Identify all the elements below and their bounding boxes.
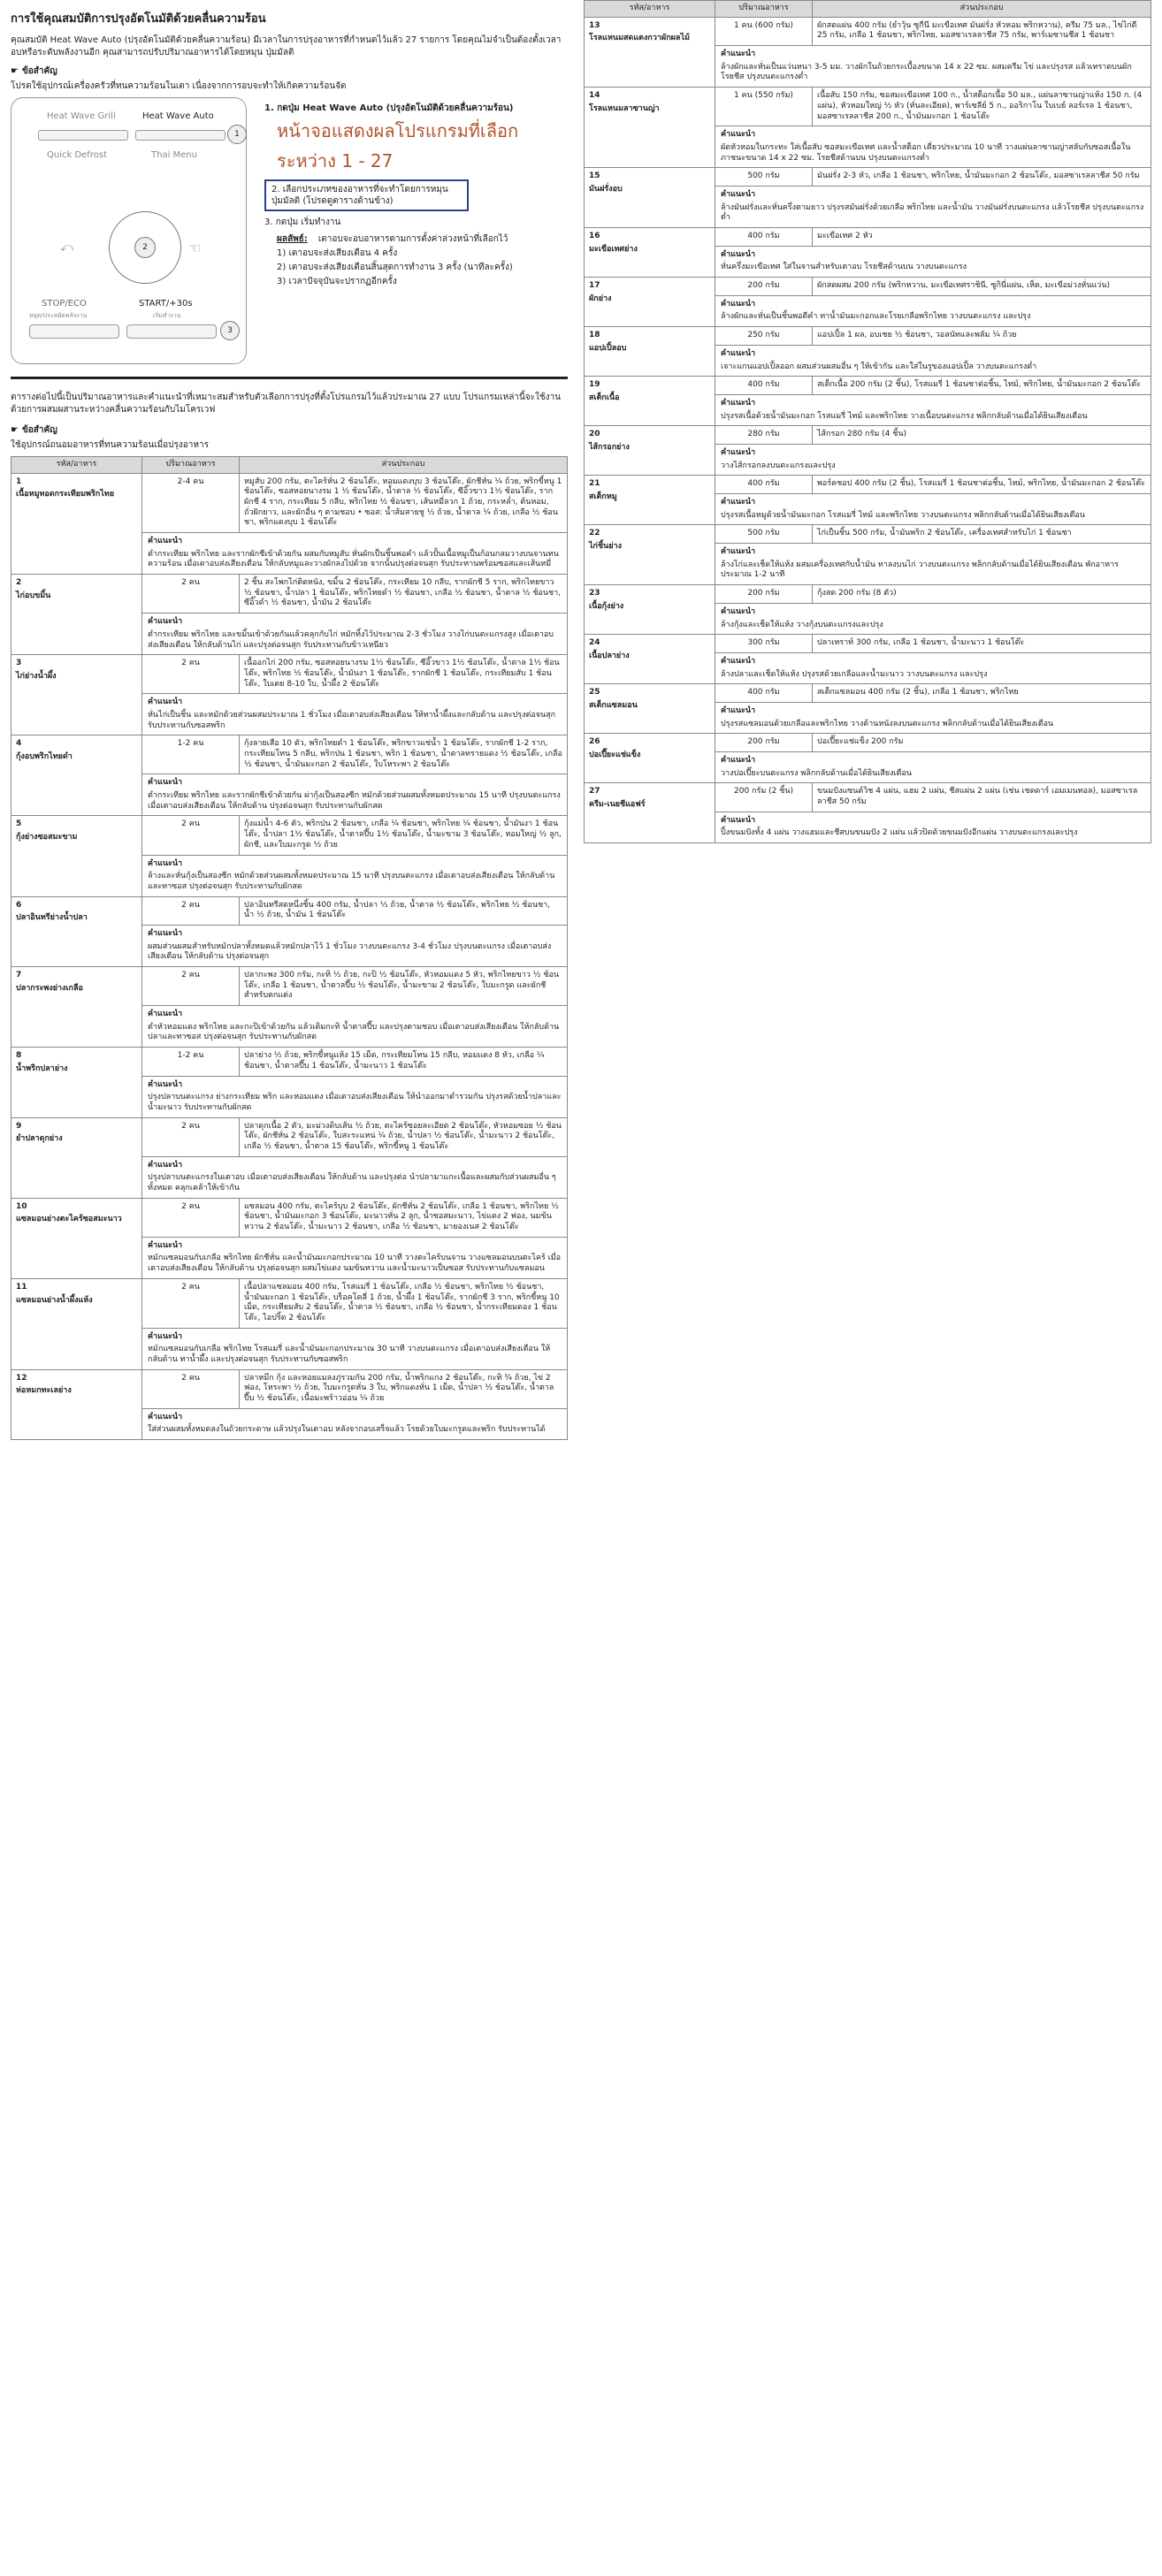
item-code: 21: [589, 479, 600, 489]
item-amount: 2-4 คน: [142, 473, 240, 532]
item-name: ยำปลาดุกย่าง: [16, 1134, 63, 1144]
item-note-label: คำแนะนำ: [721, 249, 756, 259]
item-code: 13: [589, 20, 600, 30]
item-code: 20: [589, 430, 600, 439]
step-marker-2: 2: [134, 237, 156, 258]
table-row: [11, 816, 568, 855]
item-note-cell: [142, 614, 568, 655]
step-3: 3. กดปุ่ม เริ่มทำงาน: [264, 217, 341, 227]
item-code: 22: [589, 529, 600, 538]
heat-wave-auto-button[interactable]: [135, 130, 226, 141]
item-ingredients: ปลาหมึก กุ้ง และหอยแมลงภู่รวมกัน 200 กรัม, น้ำพริกแกง 2 ช้อนโต๊ะ, กะทิ ¾ ถ้วย, ไข่ 2 ฟอง, โหระพา ½ ถ้วย, ใบมะกรูดหั่น 3 ใบ, พริกแดงหั่น 1 เม็ด, น้ำปลา ½ ช้อนโต๊ะ, น้ำตาลปี๊บ ½ ช้อนโต๊ะ, เนื้อมะพร้าวอ่อน ¼ ถ้วย: [240, 1369, 568, 1408]
item-code: 25: [589, 688, 600, 697]
item-note-cell: [142, 533, 568, 575]
item-note-cell: [142, 1237, 568, 1278]
item-code: 9: [16, 1121, 22, 1131]
table-row: [11, 967, 568, 1006]
item-name: ปลาอินทรีย่างน้ำปลา: [16, 913, 88, 923]
item-code: 15: [589, 171, 600, 181]
item-code: 1: [16, 476, 22, 486]
item-code-cell: [585, 327, 715, 377]
item-code: 2: [16, 578, 22, 588]
item-note-cell: [142, 1408, 568, 1439]
item-amount: 200 กรัม: [715, 734, 813, 752]
hand-turn-icon: ☜: [188, 239, 202, 256]
item-note: หมักแซลมอนกับเกลือ พริกไทย โรสแมรี่ และน้ำมันมะกอกประมาณ 30 นาที วางบนตะแกรง เมื่อเตาอบส่งเสียงเตือน ให้กลับด้าน ทาน้ำผึ้ง และปรุงต่อจนสุก รับประทานกับซอสพริก: [148, 1345, 551, 1364]
item-note-label: คำแนะนำ: [148, 1331, 183, 1341]
item-note: ล้างและหั่นกุ้งเป็นสองซีก หมักด้วยส่วนผสมทั้งหมดประมาณ 15 นาที ปรุงบนตะแกรง เมื่อเตาอบส่งเสียงเตือน ให้กลับด้านและทาซอส ปรุงต่อจนสุก รับประทานกับผักสด: [148, 872, 555, 891]
item-amount: 2 คน: [142, 1278, 240, 1328]
item-code-cell: [585, 228, 715, 278]
item-note-label: คำแนะนำ: [721, 130, 756, 140]
item-note: ใส่ส่วนผสมทั้งหมดลงในถ้วยกระดาษ แล้วปรุงในเตาอบ หลังจากอบเสร็จแล้ว โรยด้วยใบมะกรูดและพริก รับประทานได้: [148, 1425, 546, 1435]
item-note-label: คำแนะนำ: [721, 547, 756, 557]
note2-heading: ☛ ข้อสำคัญ: [11, 424, 57, 435]
table-row: [585, 734, 1151, 752]
heat-wave-grill-label: Heat Wave Grill: [47, 111, 116, 121]
item-name: น้ำพริกปลาย่าง: [16, 1063, 68, 1073]
item-note-cell: [715, 246, 1151, 277]
intro-text: คุณสมบัติ Heat Wave Auto (ปรุงอัตโนมัติด้วยคลื่นความร้อน) มีเวลาในการปรุงอาหารที่กำหนดไว้แล้ว 27 รายการ โดยคุณไม่จำเป็นต้องตั้งเวลาอบหรือระดับพลังงานอีก คุณสามารถปรับปริมาณอาหารได้โดยหมุน ปุ่มมัลติ: [11, 34, 562, 58]
item-note-cell: [715, 444, 1151, 475]
table-row: [11, 473, 568, 532]
item-amount: 1 คน (600 กรัม): [715, 17, 813, 45]
item-ingredients: ผักสดผสม 200 กรัม (พริกหวาน, มะเขือเทศราชินี, ซูกินี่แผ่น, เห็ด, มะเขือม่วงหั่นแว่น): [813, 278, 1151, 296]
item-code: 5: [16, 819, 22, 829]
item-code-cell: [11, 735, 142, 816]
item-name: กุ้งอบพริกไทยดำ: [16, 752, 73, 762]
stop-eco-button[interactable]: [29, 324, 119, 339]
pointing-hand-icon: ☛: [11, 65, 19, 76]
item-note-label: คำแนะนำ: [721, 498, 756, 507]
item-amount: 1-2 คน: [142, 1048, 240, 1076]
item-amount: 2 คน: [142, 575, 240, 614]
item-note: ผสมส่วนผสมสำหรับหมักปลาทั้งหมดแล้วหมักปลาไว้ 1 ชั่วโมง วางบนตะแกรง 3-4 ชั่วโมง ปรุงบนตะแกรง เมื่อเตาอบส่งเสียงเตือน ให้กลับด้าน ปรุงต่อจนสุก: [148, 941, 552, 962]
item-ingredients: กุ้งสด 200 กรัม (8 ตัว): [813, 585, 1151, 604]
item-code: 12: [16, 1373, 27, 1383]
item-amount: 500 กรัม: [715, 168, 813, 187]
table-row: [11, 735, 568, 774]
item-amount: 500 กรัม: [715, 525, 813, 544]
item-name: สเต็กเนื้อ: [589, 392, 620, 402]
table-row: [585, 635, 1151, 653]
item-note-label: คำแนะนำ: [148, 928, 183, 938]
item-ingredients: มันฝรั่ง 2-3 หัว, เกลือ 1 ช้อนชา, พริกไทย, น้ำมันมะกอก 2 ช้อนโต๊ะ, มอสซาเรลลาชีส 50 กรัม: [813, 168, 1151, 187]
pointing-hand-icon: ☛: [11, 424, 19, 435]
cooking-guide-table-left: [11, 456, 568, 1440]
result-label: ผลลัพธ์:: [277, 233, 308, 244]
item-note-cell: [715, 295, 1151, 326]
item-note-cell: [142, 855, 568, 896]
item-code: 10: [16, 1201, 27, 1211]
item-ingredients: สเต็กเนื้อ 200 กรัม (2 ชิ้น), โรสแมรี่ 1 ช้อนชาต่อชิ้น, ไทม์, พริกไทย, น้ำมันมะกอก 2 ช้อนโต๊ะ: [813, 377, 1151, 395]
item-name: ผักย่าง: [589, 293, 612, 303]
item-note: ล้างผักและหั่นเป็นชิ้นพอดีคำ ทาน้ำมันมะกอกและโรยเกลือพริกไทย วางบนตะแกรง และปรุง: [721, 312, 1031, 322]
item-code-cell: [11, 967, 142, 1048]
item-amount: 2 คน: [142, 967, 240, 1006]
item-note-cell: [715, 812, 1151, 842]
table-row: [11, 1048, 568, 1076]
table-row: [585, 426, 1151, 445]
item-code-cell: [585, 168, 715, 228]
item-note-cell: [715, 186, 1151, 227]
item-ingredients: ปลาอินทรีสดหนึ่งชิ้น 400 กรัม, น้ำปลา ½ ถ้วย, น้ำตาล ½ ช้อนโต๊ะ, พริกไทย ½ ช้อนชา, น้ำ ½ ถ้วย, น้ำมัน 1 ช้อนโต๊ะ: [240, 896, 568, 925]
item-code-cell: [585, 635, 715, 684]
item-code-cell: [11, 1278, 142, 1369]
left-column: [11, 0, 568, 1440]
header-ingredients: ส่วนประกอบ: [813, 1, 1151, 18]
item-name: ไก่ย่างน้ำผึ้ง: [16, 671, 57, 681]
display-line-1: หน้าจอแสดงผลโปรแกรมที่เลือก: [277, 119, 519, 141]
item-note-cell: [142, 1006, 568, 1048]
item-amount: 200 กรัม (2 ชิ้น): [715, 783, 813, 812]
header-amount: ปริมาณอาหาร: [142, 456, 240, 473]
item-note-label: คำแนะนำ: [721, 348, 756, 358]
item-note-label: คำแนะนำ: [721, 398, 756, 408]
item-note-cell: [142, 925, 568, 966]
item-note: ตำหัวหอมแดง พริกไทย และกะปิเข้าด้วยกัน แล้วเติมกะทิ น้ำตาลปี๊บ และปรุงตามชอบ เมื่อเตาอบส่งเสียงเตือน ให้กลับด้านปลาและทาซอส ปรุงต่อจนสุก รับประทานกับผักสด: [148, 1022, 560, 1042]
item-amount: 400 กรัม: [715, 476, 813, 494]
quick-defrost-label: Quick Defrost: [47, 149, 107, 160]
item-note-cell: [715, 494, 1151, 525]
item-ingredients: เนื้อสับ 150 กรัม, ซอสมะเขือเทศ 100 ก., น้ำสต็อกเนื้อ 50 มล., แผ่นลาซานญ่าแห้ง 150 ก. (4 แผ่น), หัวหอมใหญ่ ½ หัว (หั่นละเอียด), พาร์เซลีย์ 5 ก., ออริกาโน ใบเบย์ ลอร์เรล 1 ช้อนชา, มอสซาเรลลาชีส 200 ก., น้ำมันมะกอก 1 ช้อนโต๊ะ: [813, 88, 1151, 126]
table-row: [585, 377, 1151, 395]
item-ingredients: เนื้ออกไก่ 200 กรัม, ซอสหอยนางรม 1½ ช้อนโต๊ะ, ซีอิ๊วขาว 1½ ช้อนโต๊ะ, น้ำตาล 1½ ช้อนโต๊ะ, พริกไทย ½ ช้อนโต๊ะ, น้ำมันงา 1 ช้อนโต๊ะ, รากผักชี 1 ช้อนโต๊ะ, กระเทียมสับ 1 ช้อนโต๊ะ, ใบเตย 8-10 ใบ, น้ำผึ้ง 2 ช้อนโต๊ะ: [240, 655, 568, 694]
note-heading: ☛ ข้อสำคัญ: [11, 65, 57, 76]
item-note: เจาะแกนแอปเปิ้ลออก ผสมส่วนผสมอื่น ๆ ให้เข้ากัน และใส่ในรูของแอปเปิ้ล วางบนตะแกรงต่ำ: [721, 362, 1037, 371]
item-code: 19: [589, 380, 600, 390]
right-column: [584, 0, 1151, 843]
heat-wave-auto-label: Heat Wave Auto: [142, 111, 214, 121]
item-ingredients: แซลมอน 400 กรัม, ตะไคร้บุบ 2 ช้อนโต๊ะ, ผักชีหั่น 2 ช้อนโต๊ะ, เกลือ 1 ช้อนชา, พริกไทย ½ ช้อนชา, น้ำมันมะกอก 3 ช้อนโต๊ะ, มะนาวหั่น 2 ลูก, น้ำซอสมะนาว, ไข่แดง 2 ฟอง, นมข้นหวาน 2 ช้อนโต๊ะ, น้ำมะนาว 2 ช้อนชา, เกลือ ½ ช้อนชา, มายองเนส 2 ช้อนโต๊ะ: [240, 1198, 568, 1237]
item-amount: 280 กรัม: [715, 426, 813, 445]
item-code-cell: [585, 17, 715, 87]
table-row: [585, 585, 1151, 604]
instruction-diagram: [11, 97, 568, 371]
item-amount: 1-2 คน: [142, 735, 240, 774]
item-name: ปลากระพงย่างเกลือ: [16, 983, 83, 993]
table-row: [585, 88, 1151, 126]
item-note-cell: [715, 752, 1151, 783]
item-note-cell: [142, 1076, 568, 1117]
dial-turn-arrow-icon: ⤺: [60, 240, 73, 255]
item-note: ปรุงปลาบนตะแกรง ย่างกระเทียม พริก และหอมแดง เมื่อเตาอบส่งเสียงเตือน ให้นำออกมาตำรวมกัน ปรุงรสด้วยน้ำปลาและน้ำมะนาว รับประทานกับผักสด: [148, 1093, 562, 1112]
item-name: สเต็กแซลมอน: [589, 700, 638, 710]
item-code-cell: [11, 473, 142, 575]
item-note: วางปอเปี๊ยะบนตะแกรง พลิกกลับด้านเมื่อได้ยินเสียงเตือน: [721, 768, 912, 778]
item-code-cell: [585, 684, 715, 734]
cooking-guide-table-right: [584, 0, 1151, 843]
header-code: รหัส/อาหาร: [11, 456, 142, 473]
item-note: หั่นไก่เป็นชิ้น และหมักด้วยส่วนผสมประมาณ 1 ชั่วโมง เมื่อเตาอบส่งเสียงเตือน ให้ทาน้ำผึ้งและกลับด้าน และปรุงต่อจนสุก รับประทานกับซอสพริก: [148, 710, 556, 730]
item-note-label: คำแนะนำ: [721, 50, 756, 59]
item-code-cell: [11, 1048, 142, 1117]
item-amount: 400 กรัม: [715, 684, 813, 703]
result-3: 3) เวลาปัจจุบันจะปรากฏอีกครั้ง: [277, 276, 397, 286]
item-code-cell: [585, 377, 715, 426]
item-ingredients: ปลาย่าง ½ ถ้วย, พริกขี้หนูแห้ง 15 เม็ด, กระเทียมโทน 15 กลีบ, หอมแดง 8 หัว, เกลือ ¼ ช้อนชา, น้ำตาลปี๊บ 1 ช้อนโต๊ะ, น้ำมะนาว 1 ช้อนโต๊ะ: [240, 1048, 568, 1076]
item-amount: 300 กรัม: [715, 635, 813, 653]
item-name: โรลแหนมลาซานญ่า: [589, 103, 660, 113]
item-name: สเต็กหมู: [589, 492, 617, 501]
item-note-label: คำแนะนำ: [148, 1079, 183, 1089]
item-code: 6: [16, 900, 22, 910]
item-code: 18: [589, 331, 600, 340]
item-name: โรลแหนมสดแตงกวาผักผลไม้: [589, 34, 690, 43]
table-row: [11, 575, 568, 614]
item-code-cell: [11, 575, 142, 655]
item-note: ปรุงรสเนื้อหมูด้วยน้ำมันมะกอก โรสแมรี่ ไทม์ และพริกไทย วางบนตะแกรง พลิกกลับด้านเมื่อได้ยินเสียงเตือน: [721, 510, 1085, 520]
item-note: วางไส้กรอกลงบนตะแกรงและปรุง: [721, 461, 836, 470]
item-name: แซลมอนย่างตะไคร้ซอสมะนาว: [16, 1215, 122, 1224]
result-text: เตาอบจะอบอาหารตามการตั้งค่าล่วงหน้าที่เลือกไว้: [317, 233, 508, 244]
step-2: 2. เลือกประเภทของอาหารที่จะทำโดยการหมุน ปุ่มมัลติ (โปรดดูตารางด้านข้าง): [264, 179, 469, 211]
note-text: โปรดใช้อุปกรณ์เครื่องครัวที่ทนความร้อนในเตา เนื่องจากการอบจะทำให้เกิดความร้อนจัด: [11, 80, 347, 91]
item-note-cell: [715, 652, 1151, 683]
item-amount: 400 กรัม: [715, 228, 813, 247]
item-ingredients: เนื้อปลาแซลมอน 400 กรัม, โรสแมรี่ 1 ช้อนโต๊ะ, เกลือ ½ ช้อนชา, พริกไทย ½ ช้อนชา, น้ำมันมะกอก 1 ช้อนโต๊ะ, บร็อคโคลี่ 1 ถ้วย, น้ำผึ้ง 1 ช้อนโต๊ะ, รากผักชี 3 ราก, พริกขี้หนู 10 เม็ด, กระเทียมสับ 2 ช้อนโต๊ะ, น้ำตาล ½ ช้อนชา, เกลือ ½ ช้อนชา, น้ำกระเทียมดอง 1 ช้อนโต๊ะ, ไอปริ้ด 2 ช้อนโต๊ะ: [240, 1278, 568, 1328]
item-note-label: คำแนะนำ: [721, 447, 756, 457]
item-amount: 2 คน: [142, 1369, 240, 1408]
multi-dial[interactable]: [109, 211, 181, 284]
item-note-label: คำแนะนำ: [148, 1240, 183, 1250]
result-2: 2) เตาอบจะส่งเสียงเตือนสิ้นสุดการทำงาน 3 ครั้ง (นาทีละครั้ง): [277, 262, 513, 272]
item-name: มะเขือเทศย่าง: [589, 244, 638, 254]
item-note: ปรุงปลาบนตะแกรงในเตาอบ เมื่อเตาอบส่งเสียงเตือน ให้กลับด้าน และปรุงต่อ นำปลามาแกะเนื้อและผสมกับส่วนผสมอื่น ๆ ทั้งหมด คลุกเคล้าให้เข้ากัน: [148, 1173, 556, 1193]
table-row: [11, 1278, 568, 1328]
item-name: ปอเปี๊ยะแช่แข็ง: [589, 751, 641, 759]
item-note: ล้างมันฝรั่งและหั่นครึ่งตามยาว ปรุงรสมันฝรั่งด้วยเกลือ พริกไทย และน้ำมัน วางมันฝรั่งบนตะแกรง แล้วโรยชีส ปรุงบนตะแกรงต่ำ: [721, 202, 1144, 223]
start-sublabel: เริ่มทำงาน: [153, 311, 181, 319]
section-divider: [11, 377, 568, 379]
item-ingredients: ปอเปี๊ยะแช่แข็ง 200 กรัม: [813, 734, 1151, 752]
item-amount: 200 กรัม: [715, 585, 813, 604]
item-ingredients: กุ้งลายเสือ 10 ตัว, พริกไทยดำ 1 ช้อนโต๊ะ, พริกขาวแช่น้ำ 1 ช้อนโต๊ะ, รากผักชี 1-2 ราก, กระเทียมโทน 5 กลีบ, พริกป่น 1 ช้อนชา, พริก 1 ช้อนชา, น้ำตาลทรายแดง ½ ช้อนโต๊ะ, เกลือ ½ ช้อนชา, น้ำมันมะกอก 2 ช้อนโต๊ะ, ใบโหระพา 2 ช้อนโต๊ะ: [240, 735, 568, 774]
item-amount: 2 คน: [142, 655, 240, 694]
item-note-cell: [142, 1156, 568, 1198]
table-intro-text: ตารางต่อไปนี้เป็นปริมาณอาหารและคำแนะนำที่เหมาะสมสำหรับตัวเลือกการปรุงที่ตั้งโปรแกรมไว้แล้วประมาณ 27 แบบ โปรแกรมเหล่านี้จะใช้งานด้วยการผสมผสานระหว่างคลื่นความร้อนกับไมโครเวฟ: [11, 392, 562, 415]
item-name: แซลมอนย่างน้ำผึ้งแห้ง: [16, 1295, 93, 1305]
item-note: ผัดหัวหอมในกระทะ ใส่เนื้อสับ ซอสมะเขือเทศ และน้ำสต็อก เคี่ยวประมาณ 10 นาที วางแผ่นลาซานญ่าสลับกับซอสเนื้อในภาชนะขนาด 14 x 22 ซม. โรยชีสด้านบน ปรุงบนตะแกรงต่ำ: [721, 142, 1131, 163]
item-code: 3: [16, 659, 22, 668]
item-code-cell: [11, 896, 142, 966]
item-code: 8: [16, 1051, 22, 1061]
table-row: [585, 228, 1151, 247]
item-name: มันฝรั่งอบ: [589, 184, 623, 194]
item-code-cell: [11, 655, 142, 735]
item-code-cell: [585, 734, 715, 783]
start-button[interactable]: [126, 324, 217, 339]
item-ingredients: ปลาเทราท์ 300 กรัม, เกลือ 1 ช้อนชา, น้ำมะนาว 1 ช้อนโต๊ะ: [813, 635, 1151, 653]
table-row: [585, 327, 1151, 346]
stop-eco-sublabel: หยุด/ประหยัดพลังงาน: [29, 311, 88, 319]
item-note: ตำกระเทียม พริกไทย และขมิ้นเข้าด้วยกันแล้วคลุกกับไก่ หมักทิ้งไว้ประมาณ 2-3 ชั่วโมง วางไก่บนตะแกรงสูง เมื่อเตาอบส่งเสียงเตือน ให้กลับด้านไก่ และปรุงต่อจนสุก รับประทานกับข้าวเหนียว: [148, 629, 554, 650]
item-code-cell: [585, 426, 715, 476]
item-amount: 2 คน: [142, 896, 240, 925]
item-code-cell: [585, 88, 715, 168]
item-name: เนื้อกุ้งย่าง: [589, 601, 624, 611]
item-note-cell: [715, 345, 1151, 376]
item-note: ล้างผักและหั่นเป็นแว่นหนา 3-5 มม. วางผักในถ้วยกระเบื้องขนาด 14 x 22 ซม. ผสมครีม ไข่ และปรุงรส แล้วเทราดบนผัก โรยชีส ปรุงบนตะแกรงต่ำ: [721, 62, 1132, 82]
item-note: ล้างปลาและเช็ดให้แห้ง ปรุงรสด้วยเกลือและน้ำมะนาว วางบนตะแกรง และปรุง: [721, 669, 988, 679]
start-label: START/+30s: [139, 298, 193, 309]
stop-eco-label: STOP/ECO: [42, 298, 87, 309]
item-ingredients: หมูสับ 200 กรัม, ตะไคร้หั่น 2 ช้อนโต๊ะ, หอมแดงบุบ 3 ช้อนโต๊ะ, ผักชีหั่น ¼ ถ้วย, พริกขี้หนู 1 ช้อนโต๊ะ, ซอสหอยนางรม 1 ½ ช้อนโต๊ะ, น้ำตาล ½ ช้อนโต๊ะ, ซีอิ๊วขาว 1½ ช้อนโต๊ะ, รากผักชี 4 ราก, กระเทียม 5 กลีบ, พริกไทย ½ ช้อนชา, เส้นหมี่ลวก 1 ถ้วย, กระหล่ำ, ต้นหอม, ถั่วฝักยาว, และผักอื่น ๆ ตามชอบ • ซอส: น้ำส้มสายชู ½ ถ้วย, น้ำตาล ¼ ถ้วย, เกลือ ½ ช้อนชา, พริกแดงบุบ 1 ช้อนโต๊ะ: [240, 473, 568, 532]
item-note: ตำกระเทียม พริกไทย และรากผักชีเข้าด้วยกัน ผ่ากุ้งเป็นสองซีก หมักด้วยส่วนผสมทั้งหมดประมาณ 15 นาที ปรุงบนตะแกรง เมื่อเตาอบส่งเสียงเตือน ให้กลับด้าน ปรุงต่อจนสุก รับประทานกับผักสด: [148, 791, 561, 811]
item-ingredients: แอปเปิ้ล 1 ผล, อบเชย ½ ช้อนชา, วอลนัทและพลัม ¼ ถ้วย: [813, 327, 1151, 346]
item-note-cell: [715, 702, 1151, 733]
thai-menu-label: Thai Menu: [151, 149, 197, 160]
note2-text: ใช้อุปกรณ์ถนอมอาหารที่ทนความร้อนเมื่อปรุงอาหาร: [11, 439, 209, 450]
item-code: 23: [589, 589, 600, 598]
step-marker-1: 1: [227, 125, 247, 144]
table-row: [11, 1117, 568, 1156]
item-ingredients: มะเขือเทศ 2 หัว: [813, 228, 1151, 247]
item-note-cell: [715, 544, 1151, 585]
table-row: [11, 896, 568, 925]
item-code: 14: [589, 91, 600, 101]
item-code-cell: [11, 1369, 142, 1439]
table-row: [585, 17, 1151, 45]
item-note-label: คำแนะนำ: [721, 656, 756, 666]
step-marker-3: 3: [220, 321, 240, 340]
item-note-label: คำแนะนำ: [721, 815, 756, 825]
table-row: [11, 1198, 568, 1237]
item-note: ปรุงรสแซลมอนด้วยเกลือและพริกไทย วางด้านหนังลงบนตะแกรง พลิกกลับด้านเมื่อได้ยินเสียงเตือน: [721, 719, 1054, 728]
table-row: [11, 655, 568, 694]
table-row: [585, 476, 1151, 494]
item-amount: 400 กรัม: [715, 377, 813, 395]
item-note-cell: [715, 394, 1151, 425]
item-name: แอปเปิ้ลอบ: [589, 343, 627, 353]
item-note-cell: [715, 46, 1151, 88]
item-code-cell: [585, 585, 715, 635]
item-code: 7: [16, 971, 22, 980]
item-note-label: คำแนะนำ: [721, 299, 756, 309]
header-ingredients: ส่วนประกอบ: [240, 456, 568, 473]
item-ingredients: พอร์คชอป 400 กรัม (2 ชิ้น), โรสแมรี่ 1 ช้อนชาต่อชิ้น, ไทม์, พริกไทย, น้ำมันมะกอก 2 ช้อนโต๊ะ: [813, 476, 1151, 494]
item-name: เนื้อปลาย่าง: [589, 651, 630, 660]
item-note-label: คำแนะนำ: [148, 617, 183, 627]
item-ingredients: ขนมปังแซนด์วิช 4 แผ่น, แฮม 2 แผ่น, ชีสแผ่น 2 แผ่น (เช่น เชดดาร์ เอมเมนทอล), มอสซาเรลลาชีส 50 กรัม: [813, 783, 1151, 812]
item-ingredients: ปลากะพง 300 กรัม, กะทิ ½ ถ้วย, กะปิ ½ ช้อนโต๊ะ, หัวหอมแดง 5 หัว, พริกไทยขาว ½ ช้อนโต๊ะ, เกลือ 1 ช้อนชา, น้ำตาลปี๊บ ½ ช้อนโต๊ะ, น้ำมะขาม 2 ช้อนโต๊ะ, ใบมะกรูด และผักชี สำหรับตกแต่ง: [240, 967, 568, 1006]
table-row: [585, 278, 1151, 296]
item-note-label: คำแนะนำ: [148, 697, 183, 707]
item-code-cell: [585, 278, 715, 327]
item-name: ห่อหมกทะเลย่าง: [16, 1386, 72, 1396]
item-code: 11: [16, 1282, 27, 1292]
item-note-label: คำแนะนำ: [721, 606, 756, 616]
item-amount: 250 กรัม: [715, 327, 813, 346]
item-amount: 1 คน (550 กรัม): [715, 88, 813, 126]
item-note-label: คำแนะนำ: [721, 705, 756, 715]
item-name: เนื้อหมูทอดกระเทียมพริกไทย: [16, 490, 114, 499]
item-note: ปิ้งขนมปังทั้ง 4 แผ่น วางแฮมและชีสบนขนมปัง 2 แผ่น แล้วปิดด้วยขนมปังอีกแผ่น วางบนตะแกรงและปรุง: [721, 828, 1078, 838]
display-line-2: ระหว่าง 1 - 27: [277, 149, 394, 171]
item-note-label: คำแนะนำ: [148, 1160, 183, 1170]
item-note-label: คำแนะนำ: [721, 756, 756, 765]
table-row: [585, 684, 1151, 703]
table-row: [585, 525, 1151, 544]
item-note: หั่นครึ่งมะเขือเทศ ใส่ในจานสำหรับเตาอบ โรยชีสด้านบน วางบนตะแกรง: [721, 263, 967, 272]
control-panel: [11, 97, 247, 364]
item-ingredients: ปลาดุกเนื้อ 2 ตัว, มะม่วงดิบเส้น ½ ถ้วย, ตะไคร้ซอยละเอียด 2 ช้อนโต๊ะ, หัวหอมซอย ½ ช้อนโต๊ะ, ผักชีหั่น 2 ช้อนโต๊ะ, ใบสะระแหน่ ¼ ถ้วย, น้ำปลา ½ ช้อนโต๊ะ, น้ำมะนาว 2 ช้อนโต๊ะ, เกลือ ½ ช้อนชา, น้ำตาล 15 ช้อนโต๊ะ, พริกขี้หนู 1 ช้อนโต๊ะ: [240, 1117, 568, 1156]
item-name: ไก่อบขมิ้น: [16, 591, 51, 600]
item-amount: 2 คน: [142, 816, 240, 855]
item-note-label: คำแนะนำ: [148, 1412, 183, 1421]
item-name: ครีม-เนยชีแอฟร์: [589, 800, 646, 810]
heat-wave-grill-button[interactable]: [38, 130, 128, 141]
item-note-cell: [142, 694, 568, 735]
table-row: [11, 1369, 568, 1408]
item-code-cell: [11, 1198, 142, 1278]
step-1: 1. กดปุ่ม Heat Wave Auto (ปรุงอัตโนมัติด้วยคลื่นความร้อน): [264, 103, 514, 113]
item-amount: 2 คน: [142, 1198, 240, 1237]
item-note-label: คำแนะนำ: [148, 1010, 183, 1019]
item-note: หมักแซลมอนกับเกลือ พริกไทย ผักชีหั่น และน้ำมันมะกอกประมาณ 10 นาที วางตะไคร้บนจาน วางแซลมอนบนตะไคร้ เมื่อเตาอบส่งเสียงเตือน ให้กลับด้าน ปรุงต่อจนสุก ผสมไข่แดง นมข้นหวาน และน้ำมะนาวเป็นซอส รับประทานกับแซลมอน: [148, 1254, 562, 1274]
item-note-cell: [142, 1328, 568, 1369]
item-name: กุ้งย่างซอสมะขาม: [16, 833, 78, 842]
item-amount: 200 กรัม: [715, 278, 813, 296]
item-note-label: คำแนะนำ: [721, 189, 756, 199]
item-note: ล้างกุ้งและเช็ดให้แห้ง วางกุ้งบนตะแกรงและปรุง: [721, 620, 883, 629]
item-ingredients: ไส้กรอก 280 กรัม (4 ชิ้น): [813, 426, 1151, 445]
item-note: ปรุงรสเนื้อด้วยน้ำมันมะกอก โรสแมรี่ ไทม์ และพริกไทย วางเนื้อบนตะแกรง พลิกกลับด้านเมื่อได้ยินเสียงเตือน: [721, 411, 1088, 421]
item-ingredients: 2 ชิ้น สะโพกไก่ติดหนัง, ขมิ้น 2 ช้อนโต๊ะ, กระเทียม 10 กลีบ, รากผักชี 5 ราก, พริกไทยขาว ½ ช้อนชา, น้ำปลา 1 ช้อนโต๊ะ, พริกไทยดำ ½ ช้อนชา, เกลือ ½ ช้อนชา, น้ำตาล ½ ช้อนชา, ซีอิ๊วดำ ½ ช้อนชา, น้ำมัน 2 ช้อนโต๊ะ: [240, 575, 568, 614]
item-code-cell: [11, 1117, 142, 1198]
item-note-cell: [142, 774, 568, 816]
result-block: [277, 233, 556, 287]
item-code-cell: [11, 816, 142, 896]
item-name: ไส้กรอกย่าง: [589, 442, 630, 452]
item-ingredients: สเต็กแซลมอน 400 กรัม (2 ชิ้น), เกลือ 1 ช้อนชา, พริกไทย: [813, 684, 1151, 703]
item-note: ล้างไก่และเช็ดให้แห้ง ผสมเครื่องเทศกับน้ำมัน ทาลงบนไก่ วางบนตะแกรง พลิกกลับด้านเมื่อได้ยินเสียงเตือน พักอาหารประมาณ 1-2 นาที: [721, 560, 1119, 580]
item-note-label: คำแนะนำ: [148, 778, 183, 788]
item-note-label: คำแนะนำ: [148, 858, 183, 868]
item-code-cell: [585, 525, 715, 585]
item-ingredients: กุ้งแม่น้ำ 4-6 ตัว, พริกป่น 2 ช้อนชา, เกลือ ¼ ช้อนชา, พริกไทย ¼ ช้อนชา, น้ำมันงา 1 ช้อนโต๊ะ, น้ำปลา 1½ ช้อนโต๊ะ, น้ำตาลปี๊บ 1½ ช้อนโต๊ะ, น้ำมะขาม 3 ช้อนโต๊ะ, หอมใหญ่ ½ ลูก, ผักชี, และใบมะกรูด ½ ถ้วย: [240, 816, 568, 855]
item-code-cell: [585, 476, 715, 525]
item-code-cell: [585, 783, 715, 843]
item-amount: 2 คน: [142, 1117, 240, 1156]
item-code: 24: [589, 638, 600, 648]
item-note-cell: [715, 603, 1151, 634]
item-code: 26: [589, 737, 600, 747]
header-code: รหัส/อาหาร: [585, 1, 715, 18]
item-code: 16: [589, 232, 600, 240]
page-title: การใช้คุณสมบัติการปรุงอัตโนมัติด้วยคลื่นความร้อน: [11, 12, 266, 26]
steps-list: [264, 103, 556, 371]
item-code: 17: [589, 281, 600, 291]
item-ingredients: ไก่เป็นชิ้น 500 กรัม, น้ำมันพริก 2 ช้อนโต๊ะ, เครื่องเทศสำหรับไก่ 1 ช้อนชา: [813, 525, 1151, 544]
item-name: ไก่ชิ้นย่าง: [589, 542, 622, 552]
item-note-cell: [715, 126, 1151, 168]
item-code: 4: [16, 739, 22, 749]
item-ingredients: ผักสดแผ่น 400 กรัม (ยำวุ้น ซูกีนี มะเขือเทศ มันฝรั่ง หัวหอม พริกหวาน), ครีม 75 มล., ไข่ไก่ดี 25 กรัม, เกลือ 1 ช้อนชา, พริกไทย, มอสซาเรลลาชีส 75 กรัม, พาร์เมซานชีส 1 ช้อนชา: [813, 17, 1151, 45]
item-note: ตำกระเทียม พริกไทย และรากผักชีเข้าด้วยกัน ผสมกับหมูสับ หั่นผักเป็นชิ้นพอคำ แล้วปั้นเนื้อหมูเป็นก้อนกลมวางบนจานทนความร้อน เมื่อเตาอบส่งเสียงเตือน ให้กลับหมูและวางผักลงไปด้วย จากนั้นปรุงต่อจนสุก รับประทานพร้อมซอสและเส้นหมี่: [148, 549, 559, 569]
result-1: 1) เตาอบจะส่งเสียงเตือน 4 ครั้ง: [277, 248, 398, 258]
item-code: 27: [589, 787, 600, 796]
table-row: [585, 168, 1151, 187]
table-row: [585, 783, 1151, 812]
header-amount: ปริมาณอาหาร: [715, 1, 813, 18]
item-note-label: คำแนะนำ: [148, 537, 183, 546]
